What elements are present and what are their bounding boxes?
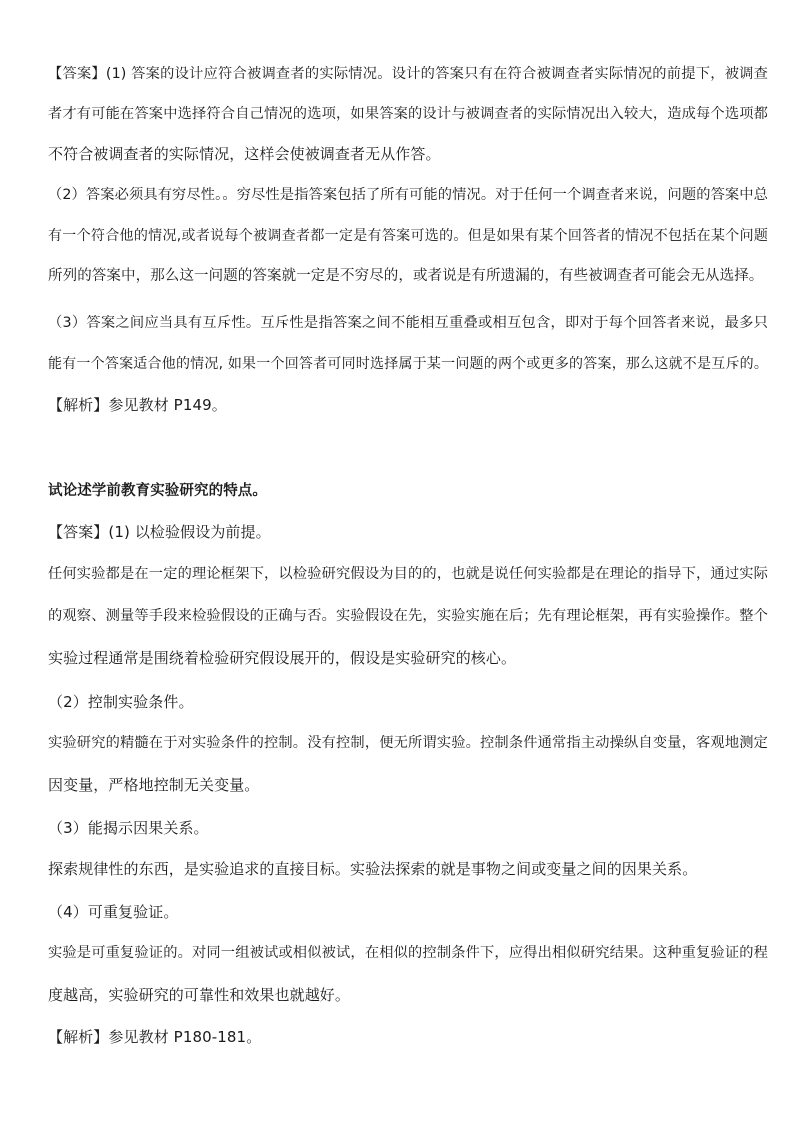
text-line: 的观察、测量等手段来检验假设的正确与否。实验假设在先，实验实施在后；先有理论框架，再有实验操作。整个 <box>48 608 768 624</box>
text-line: 能有一个答案适合他的情况, 如果一个回答者可同时选择属于某一问题的两个或更多的答案，那么这就不是互斥的。 <box>48 356 768 372</box>
analysis-reference: 【解析】参见教材 P180-181。 <box>48 1028 262 1046</box>
text-line: 实验研究的精髓在于对实验条件的控制。没有控制，便无所谓实验。控制条件通常指主动操纵自变量，客观地测定 <box>48 735 768 751</box>
text-line: 所列的答案中，那么这一问题的答案就一定是不穷尽的，或者说是有所遗漏的，有些被调查者可能会无从选择。 <box>48 268 764 284</box>
text-line: 不符合被调查者的实际情况，这样会使被调查者无从作答。 <box>48 145 441 163</box>
text-line: （2）控制实验条件。 <box>48 693 194 711</box>
analysis-reference: 【解析】参见教材 P149。 <box>48 396 227 414</box>
text-line: 有一个符合他的情况,或者说每个被调查者都一定是有答案可选的。但是如果有某个回答者的情况不包括在某个问题 <box>48 228 768 244</box>
text-line: 因变量，严格地控制无关变量。 <box>48 776 260 794</box>
text-line: （4）可重复验证。 <box>48 903 179 921</box>
text-line: （3）能揭示因果关系。 <box>48 819 209 837</box>
text-line: 实验是可重复验证的。对同一组被试或相似被试，在相似的控制条件下，应得出相似研究结果。这种重复验证的程 <box>48 945 768 961</box>
text-line: （3）答案之间应当具有互斥性。互斥性是指答案之间不能相互重叠或相互包含，即对于每个回答者来说，最多只 <box>48 315 768 331</box>
text-line: 实验过程通常是围绕着检验研究假设展开的，假设是实验研究的核心。 <box>48 649 517 667</box>
text-line: 【答案】(1) 以检验假设为前提。 <box>48 523 271 541</box>
text-line: 者才有可能在答案中选择符合自己情况的选项，如果答案的设计与被调查者的实际情况出入较大，造成每个选项都 <box>48 106 768 122</box>
question-heading: 试论述学前教育实验研究的特点。 <box>48 483 267 499</box>
text-line: 探索规律性的东西，是实验追求的直接目标。实验法探索的就是事物之间或变量之间的因果关系。 <box>48 860 698 878</box>
text-line: 度越高，实验研究的可靠性和效果也就越好。 <box>48 986 351 1004</box>
text-line: 任何实验都是在一定的理论框架下，以检验研究假设为目的的，也就是说任何实验都是在理论的指导下，通过实际 <box>48 566 768 582</box>
text-line: （2）答案必须具有穷尽性。。穷尽性是指答案包括了所有可能的情况。对于任何一个调查者来说，问题的答案中总 <box>48 187 768 203</box>
text-line: 【答案】(1) 答案的设计应符合被调查者的实际情况。设计的答案只有在符合被调查者实际情况的前提下，被调查 <box>48 66 768 82</box>
